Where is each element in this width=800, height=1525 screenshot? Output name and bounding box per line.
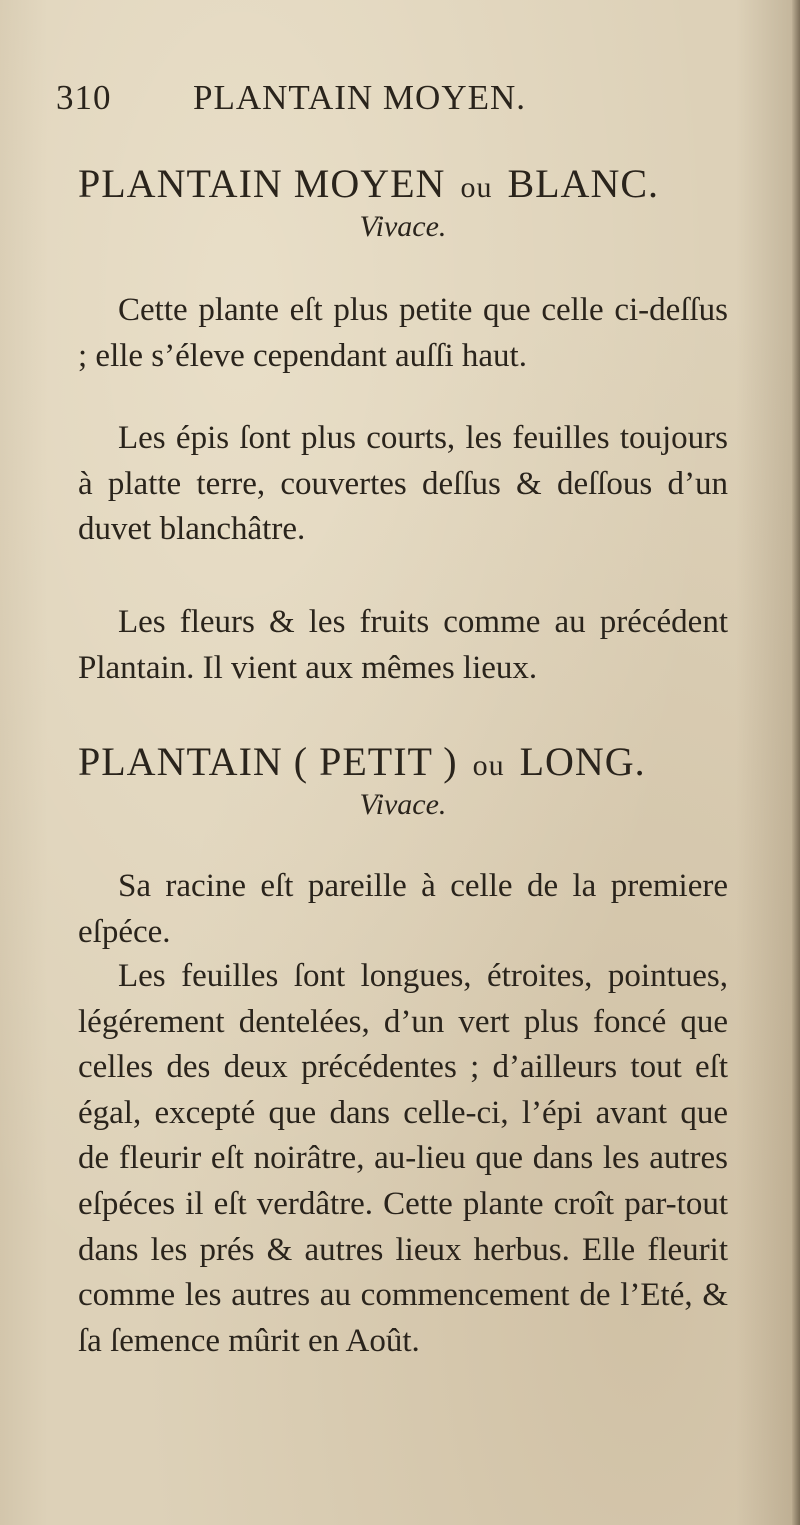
paragraph-text: Sa racine eſt pareille à celle de la premiere eſpéce. — [78, 868, 728, 950]
paragraph — [78, 954, 728, 1364]
paragraph — [78, 864, 728, 955]
page-number: 310 — [56, 78, 112, 117]
paragraph-text: Les feuilles ſont longues, étroites, pointues, légérement dentelées, d’un vert plus foncé que celles des deux précédentes ; d’ailleurs tout eſt égal, excepté que dans celle-ci, l’épi avant que de fleurir eſt noirâtre, au-lieu que dans les autres eſpéces il eſt verdâtre. Cette plante croît par-tout dans les prés & autres lieux herbus. Elle fleurit comme les autres au commencement de l’Eté, & ſa ſemence mûrit en Août. — [78, 958, 728, 1359]
paragraph-text: Cette plante eſt plus petite que celle ci-deſſus ; elle s’éleve cependant auſſi haut. — [78, 292, 728, 374]
entry-heading-main: PLANTAIN ( PETIT ) — [78, 739, 458, 784]
paragraph-text: Les épis ſont plus courts, les feuilles toujours à platte terre, couvertes deſſus & deſſous d’un duvet blanchâtre. — [78, 420, 728, 548]
entry-subtitle: Vivace. — [359, 210, 447, 243]
paragraph — [78, 288, 728, 379]
running-title: PLANTAIN MOYEN. — [193, 78, 527, 117]
page-edge-shadow — [792, 0, 800, 1525]
paragraph — [78, 600, 728, 691]
paragraph-text: Les fleurs & les fruits comme au précédent Plantain. Il vient aux mêmes lieux. — [78, 604, 728, 686]
entry-subtitle: Vivace. — [359, 788, 447, 821]
entry-heading-ou: ou — [472, 749, 505, 782]
entry-heading-plantain-moyen — [78, 160, 728, 207]
entry-heading-alt: LONG. — [519, 739, 646, 784]
entry-heading-alt: BLANC. — [507, 161, 660, 206]
running-header — [56, 78, 728, 128]
entry-heading-plantain-petit — [78, 738, 728, 785]
entry-heading-main: PLANTAIN MOYEN — [78, 161, 446, 206]
entry-heading-ou: ou — [460, 171, 493, 204]
paragraph — [78, 416, 728, 553]
